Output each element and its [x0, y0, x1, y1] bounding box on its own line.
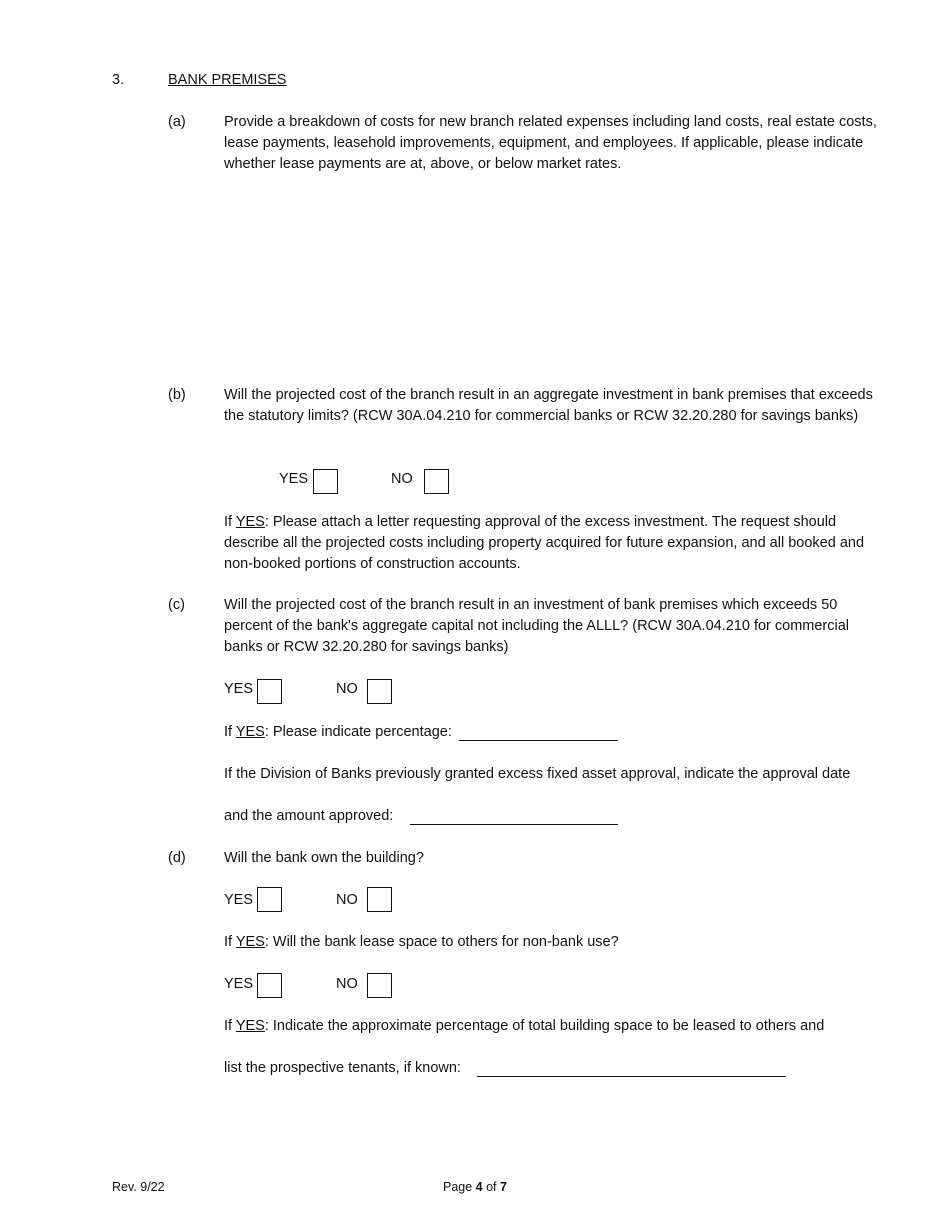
item-d-lease-no-checkbox[interactable] [367, 973, 392, 998]
item-c-label: (c) [168, 597, 185, 613]
if-word: If [224, 724, 236, 740]
item-a-label: (a) [168, 114, 186, 130]
item-a-question: Provide a breakdown of costs for new branch related expenses including land costs, real estate costs, lease payments, leasehold improvements, equipment, and employees. If applicable, please indicate whether lease payments are at, above, or below market rates. [224, 114, 877, 172]
item-c-yes-label: YES [224, 681, 254, 697]
item-c-no-label: NO [336, 681, 358, 697]
item-d-tenants-prompt: list the prospective tenants, if known: [224, 1060, 461, 1076]
item-c-no-checkbox[interactable] [367, 679, 392, 704]
tenants-field[interactable] [477, 1076, 786, 1077]
if-word: If [224, 514, 236, 530]
yes-emphasis: YES [235, 934, 265, 950]
item-d-question: Will the bank own the building? [224, 850, 424, 866]
percentage-prompt-text: : Indicate the approximate percentage of total building space to be leased to others and [264, 1018, 825, 1034]
if-word: If [224, 1018, 236, 1034]
item-b-no-checkbox[interactable] [424, 469, 449, 494]
current-page: 4 [475, 1180, 483, 1194]
section-number: 3. [112, 72, 125, 88]
page-number [443, 1180, 507, 1194]
yes-emphasis: YES [235, 514, 265, 530]
item-b-if-yes-instructions [224, 512, 884, 575]
item-b-question: Will the projected cost of the branch result in an aggregate investment in bank premises that exceeds the statutory limits? (RCW 30A.04.210 for commercial banks or RCW 32.20.280 for savings banks) [224, 387, 873, 424]
item-c-question: Will the projected cost of the branch result in an investment of bank premises which exceeds 50 percent of the bank's aggregate capital not including the ALLL? (RCW 30A.04.210 for commercial banks or RCW 32.20.280 for savings banks) [224, 597, 850, 655]
item-d-no-checkbox[interactable] [367, 887, 392, 912]
item-a-answer-area[interactable] [224, 185, 884, 380]
item-d-lease-no-label: NO [336, 976, 358, 992]
item-c-amount-prompt: and the amount approved: [224, 808, 394, 824]
item-b-no-label: NO [391, 471, 413, 487]
item-d-lease-yes-label: YES [224, 976, 254, 992]
percentage-text: : Please indicate percentage: [264, 724, 452, 740]
instructions-text: : Please attach a letter requesting approval of the excess investment. The request should describe all the projected costs including property acquired for future expansion, and all booked and non-booked portions of construction accounts. [224, 514, 865, 572]
approval-amount-field[interactable] [410, 824, 618, 825]
item-d-label: (d) [168, 850, 186, 866]
of-word: of [482, 1180, 500, 1194]
item-b-label: (b) [168, 387, 186, 403]
item-d-no-label: NO [336, 892, 358, 908]
revision-label: Rev. 9/22 [112, 1180, 165, 1194]
page-word: Page [443, 1180, 476, 1194]
item-d-yes-label: YES [224, 892, 254, 908]
yes-emphasis: YES [235, 1018, 265, 1034]
percentage-field[interactable] [459, 740, 618, 741]
item-c-yes-checkbox[interactable] [257, 679, 282, 704]
item-c-percentage-prompt [224, 724, 452, 740]
if-word: If [224, 934, 236, 950]
item-c-prior-approval-text: If the Division of Banks previously granted excess fixed asset approval, indicate the approval date [224, 766, 851, 782]
section-title: BANK PREMISES [168, 72, 287, 88]
item-b-yes-label: YES [279, 471, 309, 487]
total-pages: 7 [500, 1180, 507, 1194]
item-d-lease-question [224, 934, 619, 950]
item-d-lease-yes-checkbox[interactable] [257, 973, 282, 998]
item-d-yes-checkbox[interactable] [257, 887, 282, 912]
item-b-yes-checkbox[interactable] [313, 469, 338, 494]
lease-question-text: : Will the bank lease space to others for non-bank use? [264, 934, 619, 950]
yes-emphasis: YES [235, 724, 265, 740]
item-d-percentage-prompt [224, 1018, 824, 1034]
